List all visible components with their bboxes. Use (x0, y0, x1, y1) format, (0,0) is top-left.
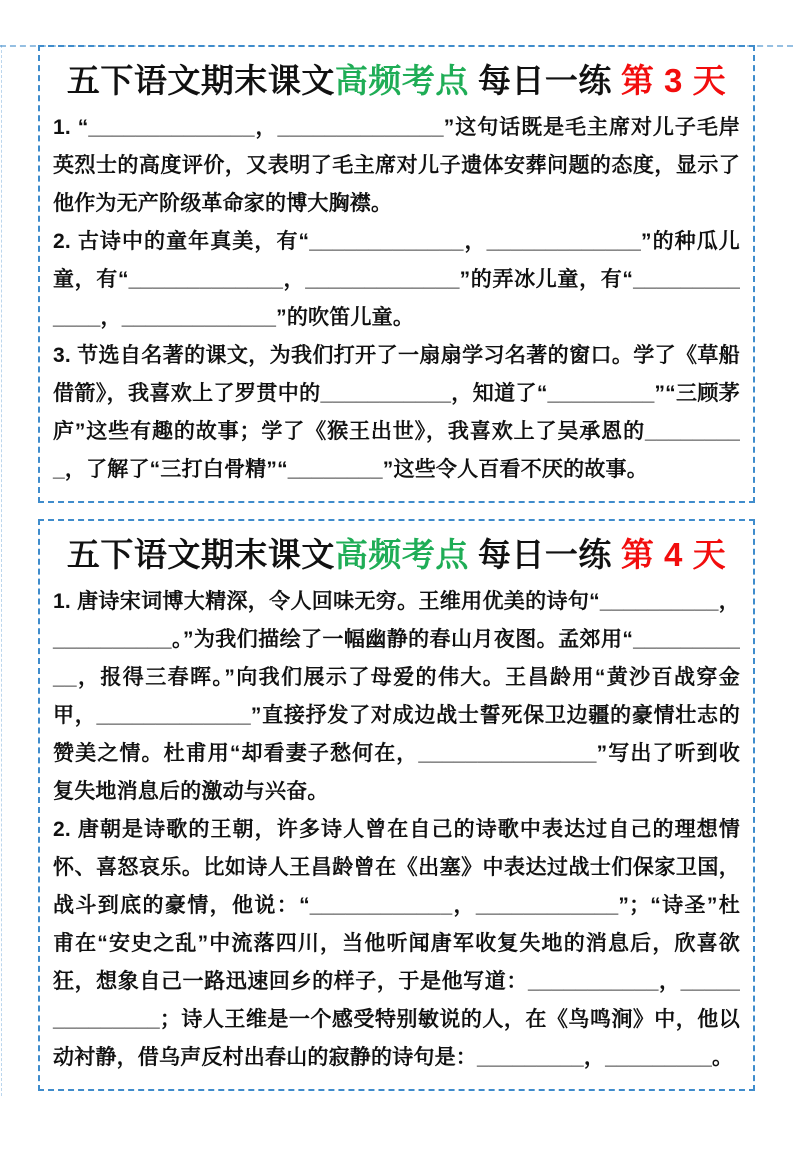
title-highlight: 高频考点 (334, 536, 469, 573)
page-top-cut-divider (0, 45, 793, 47)
title-highlight: 高频考点 (334, 62, 469, 99)
worksheet-box-day3 (38, 45, 755, 503)
title-day-number: 第 4 天 (620, 536, 727, 573)
question-paragraph: 3. 节选自名著的课文，为我们打开了一扇扇学习名著的窗口。学了《草船借箭》，我喜欢上了罗贯中的___________，知道了“_________”“三顾茅庐”这些有趣的故事；学了《猴王出世》，我喜欢上了吴承恩的_________，了解了“三打白骨精”“________”这些令人百看不厌的故事。 (53, 344, 740, 481)
title-practice: 每日一练 (477, 62, 612, 99)
page-left-cut-divider (1, 45, 2, 1096)
title-day-number: 第 3 天 (620, 62, 727, 99)
title-course: 五下语文期末课文 (66, 536, 335, 573)
question-paragraph: 1. 唐诗宋词博大精深，令人回味无穷。王维用优美的诗句“__________，__________。”为我们描绘了一幅幽静的春山月夜图。孟郊用“___________，报得三春晖。”向我们展示了母爱的伟大。王昌龄用“黄沙百战穿金甲，_____________”直接抒发了对成边战士誓死保卫边疆的豪情壮志的赞美之情。杜甫用“却看妻子愁何在，_______________”写出了听到收复失地消息后的激动与兴奋。 (53, 590, 740, 803)
worksheet-title-day3 (53, 61, 740, 101)
worksheet-title-day4 (53, 535, 740, 575)
worksheet-box-day4 (38, 519, 755, 1091)
question-paragraph: 2. 唐朝是诗歌的王朝，许多诗人曾在自己的诗歌中表达过自己的理想情怀、喜怒哀乐。比如诗人王昌龄曾在《出塞》中表达过战士们保家卫国，战斗到底的豪情，他说：“____________，____________”；“诗圣”杜甫在“安史之乱”中流落四川，当他听闻唐军收复失地的消息后，欣喜欲狂，想象自己一路迅速回乡的样子，于是他写道：___________，______________；诗人王维是一个感受特别敏说的人，在《鸟鸣涧》中，他以动衬静，借乌声反村出春山的寂静的诗句是：_________，_________。 (53, 818, 740, 1069)
question-paragraph: 2. 古诗中的童年真美，有“_____________，_____________”的种瓜儿童，有“_____________，_____________”的弄冰儿童，有“_____________，_____________”的吹笛儿童。 (53, 230, 740, 329)
question-paragraph: 1. “______________，______________”这句话既是毛主席对儿子毛岸英烈士的高度评价，又表明了毛主席对儿子遗体安葬问题的态度，显示了他作为无产阶级革命家的博大胸襟。 (53, 116, 740, 215)
title-practice: 每日一练 (477, 536, 612, 573)
title-course: 五下语文期末课文 (66, 62, 335, 99)
